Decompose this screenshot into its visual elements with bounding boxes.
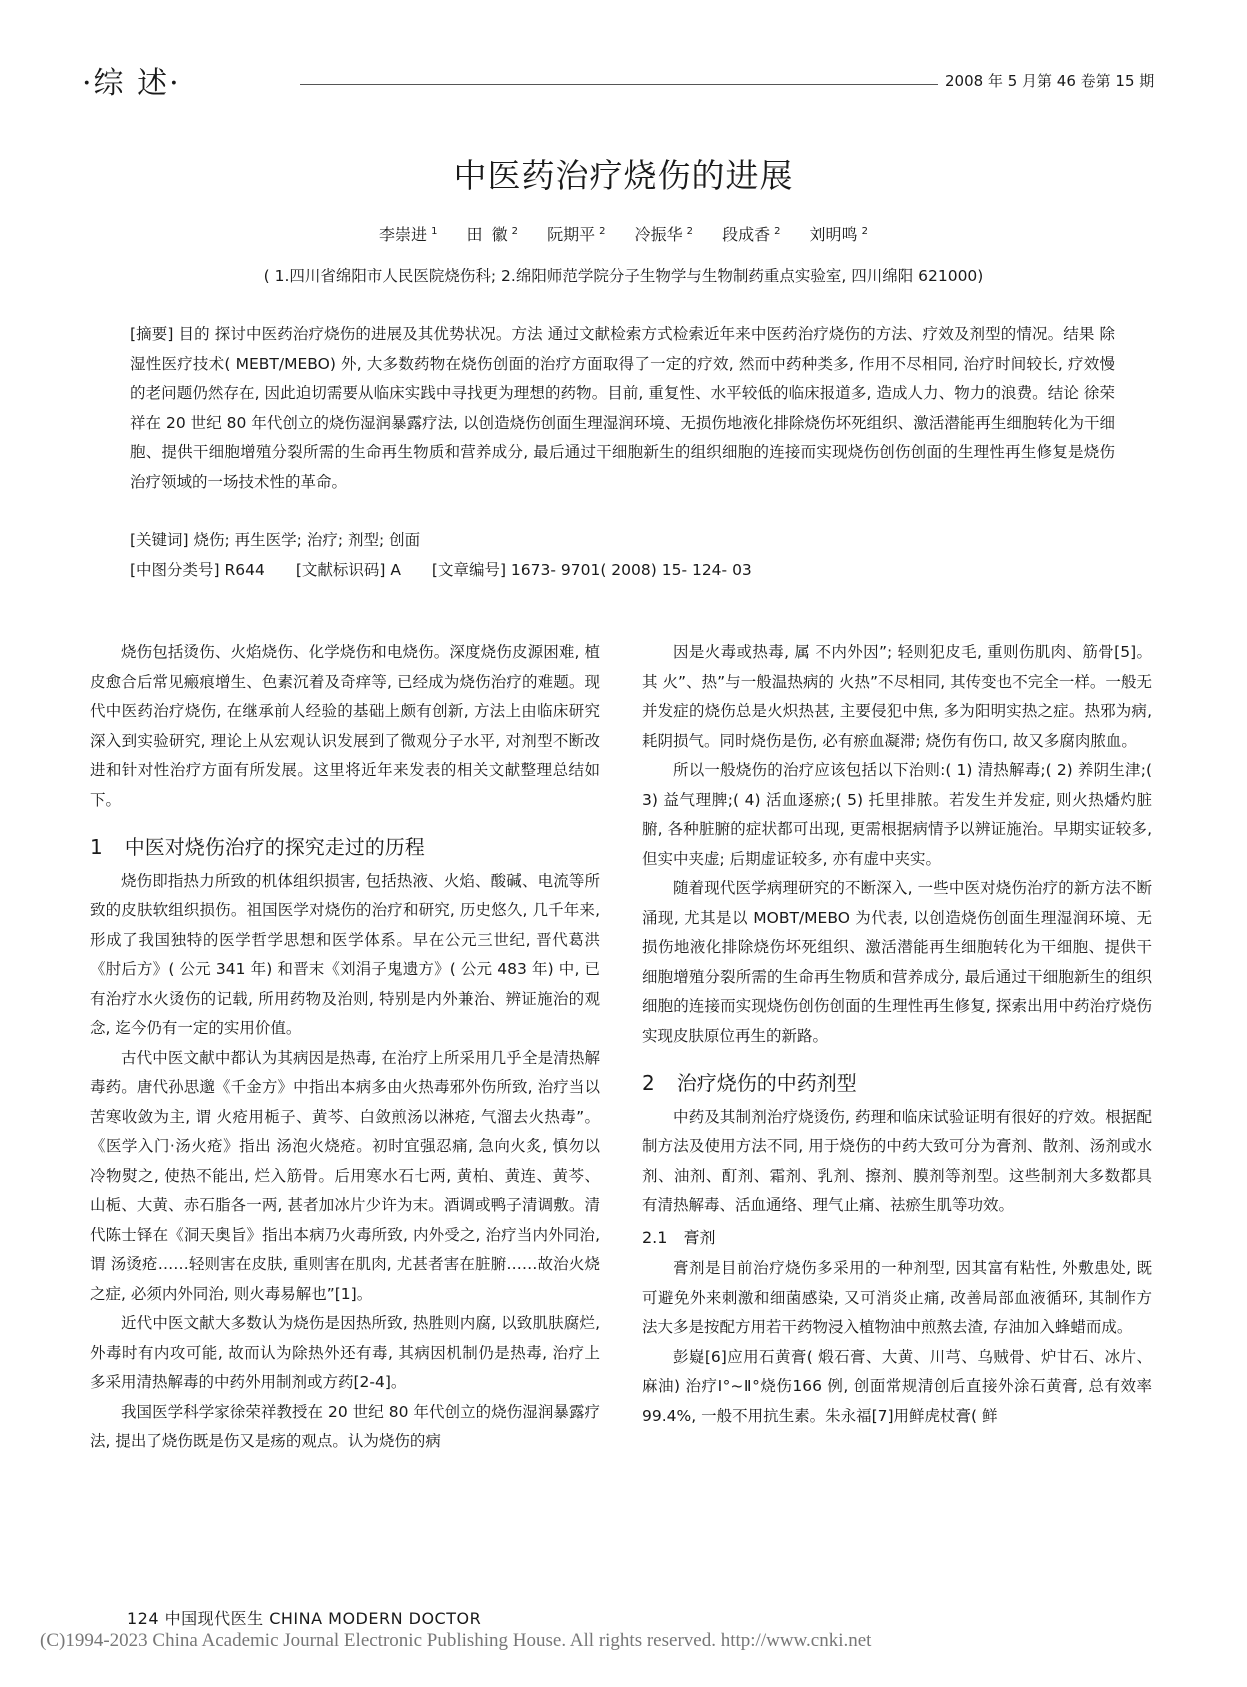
author: 阮期平 $^2$ <box>547 225 606 244</box>
affiliation: ( 1.四川省绵阳市人民医院烧伤科; 2.绵阳师范学院分子生物学与生物制药重点实验室, 四川绵阳 621000) <box>263 267 984 285</box>
body-column-left <box>90 638 600 1457</box>
author-list <box>0 222 1247 245</box>
section-tag: ·综 述· <box>82 66 181 101</box>
classification-line <box>130 558 778 580</box>
author: 冷振华 $^2$ <box>634 225 693 244</box>
paragraph: 膏剂是目前治疗烧伤多采用的一种剂型, 因其富有粘性, 外敷患处, 既可避免外来刺激和细菌感染, 又可消炎止痛, 改善局部血液循环, 其制作方法大多是按配方用若干药物浸入植物油中煎熬去渣, 存油加入蜂蜡而成。 <box>642 1259 1152 1336</box>
document-code: [文献标识码] A <box>295 561 401 579</box>
paragraph: 近代中医文献大多数认为烧伤是因热所致, 热胜则内腐, 以致肌肤腐烂, 外毒时有内攻可能, 故而认为除热外还有毒, 其病因机制仍是热毒, 治疗上多采用清热解毒的中药外用制剂或方药[2-4]。 <box>90 1314 600 1391</box>
clc-number: [中图分类号] R644 <box>130 561 265 579</box>
author: 李崇进 $^1$ <box>379 225 438 244</box>
keywords: [关键词] 烧伤; 再生医学; 治疗; 剂型; 创面 <box>130 531 421 549</box>
section-heading-1: 1 中医对烧伤治疗的探究走过的历程 <box>90 835 425 859</box>
header-rule <box>300 84 938 85</box>
author: 刘明鸣 $^2$ <box>809 225 868 244</box>
subsection-heading-2-1: 2.1 膏剂 <box>642 1227 716 1247</box>
body-column-right <box>642 638 1152 1431</box>
article-title: 中医药治疗烧伤的进展 <box>453 156 794 195</box>
paragraph: 彭嶷[6]应用石黄膏( 煅石膏、大黄、川芎、乌贼骨、炉甘石、冰片、麻油) 治疗Ⅰ°~Ⅱ°烧伤166 例, 创面常规清创后直接外涂石黄膏, 总有效率 99.4%, 一般不用抗生素。朱永福[7]用鲜虎杖膏( 鲜 <box>642 1347 1152 1425</box>
issue-info: 2008 年 5 月第 46 卷第 15 期 <box>945 72 1155 90</box>
paragraph: 随着现代医学病理研究的不断深入, 一些中医对烧伤治疗的新方法不断涌现, 尤其是以 MOBT/MEBO 为代表, 以创造烧伤创面生理湿润环境、无损伤地液化排除烧伤坏死组织、激活潜能再生细胞转化为干细胞、提供干细胞增殖分裂所需的生命再生物质和营养成分, 最后通过干细胞新生的组织细胞的连接而实现烧伤创伤创面的生理性再生修复, 探索出用中药治疗烧伤实现皮肤原位再生的新路。 <box>642 879 1152 1045</box>
paragraph: 我国医学科学家徐荣祥教授在 20 世纪 80 年代创立的烧伤湿润暴露疗法, 提出了烧伤既是伤又是疡的观点。认为烧伤的病 <box>90 1402 600 1450</box>
author: 段成香 $^2$ <box>722 225 781 244</box>
paragraph: 烧伤包括烫伤、火焰烧伤、化学烧伤和电烧伤。深度烧伤皮源困难, 植皮愈合后常见瘢痕增生、色素沉着及奇痒等, 已经成为烧伤治疗的难题。现代中医药治疗烧伤, 在继承前人经验的基础上颇有创新, 方法上由临床研究深入到实验研究, 理论上从宏观认识发展到了微观分子水平, 对剂型不断改进和针对性治疗方面有所发展。这里将近年来发表的相关文献整理总结如下。 <box>90 643 600 809</box>
section-heading-2: 2 治疗烧伤的中药剂型 <box>642 1071 857 1095</box>
author: 田 徽 $^2$ <box>466 225 518 244</box>
copyright-watermark: (C)1994-2023 China Academic Journal Electronic Publishing House. All rights reserved. http://www.cnki.net <box>40 1630 872 1651</box>
paragraph: 烧伤即指热力所致的机体组织损害, 包括热液、火焰、酸碱、电流等所致的皮肤软组织损伤。祖国医学对烧伤的治疗和研究, 历史悠久, 几千年来, 形成了我国独特的医学哲学思想和医学体系。早在公元三世纪, 晋代葛洪《肘后方》( 公元 341 年) 和晋末《刘涓子鬼遗方》( 公元 483 年) 中, 已有治疗水火烫伤的记载, 所用药物及治则, 特别是内外兼治、辨证施治的观念, 迄今仍有一定的实用价值。 <box>90 871 600 1037</box>
paragraph: 所以一般烧伤的治疗应该包括以下治则:( 1) 清热解毒;( 2) 养阴生津;( 3) 益气理脾;( 4) 活血逐瘀;( 5) 托里排脓。若发生并发症, 则火热燔灼脏腑, 各种脏腑的症状都可出现, 更需根据病情予以辨证施治。早期实证较多, 但实中夹虚; 后期虚证较多, 亦有虚中夹实。 <box>642 761 1152 868</box>
page-footer: 124 中国现代医生 CHINA MODERN DOCTOR <box>127 1609 482 1628</box>
paragraph: 因是火毒或热毒, 属 不内外因”; 轻则犯皮毛, 重则伤肌肉、筋骨[5]。其 火”、热”与一般温热病的 火热”不尽相同, 其传变也不完全一样。一般无并发症的烧伤总是火炽热甚, 主要侵犯中焦, 多为阳明实热之症。热邪为病, 耗阴损气。同时烧伤是伤, 必有瘀血凝滞; 烧伤有伤口, 故又多腐肉脓血。 <box>642 643 1152 750</box>
abstract: [摘要] 目的 探讨中医药治疗烧伤的进展及其优势状况。方法 通过文献检索方式检索近年来中医药治疗烧伤的方法、疗效及剂型的情况。结果 除湿性医疗技术( MEBT/MEBO) 外, 大多数药物在烧伤创面的治疗方面取得了一定的疗效, 然而中药种类多, 作用不尽相同, 治疗时间较长, 疗效慢的老问题仍然存在, 因此迫切需要从临床实践中寻找更为理想的药物。目前, 重复性、水平较低的临床报道多, 造成人力、物力的浪费。结论 徐荣祥在 20 世纪 80 年代创立的烧伤湿润暴露疗法, 以创造烧伤创面生理湿润环境、无损伤地液化排除烧伤坏死组织、激活潜能再生细胞转化为干细胞、提供干细胞增殖分裂所需的生命再生物质和营养成分, 最后通过干细胞新生的组织细胞的连接而实现烧伤创伤创面的生理性再生修复是烧伤治疗领域的一场技术性的革命。 <box>130 325 1115 491</box>
article-number: [文章编号] 1673- 9701( 2008) 15- 124- 03 <box>431 561 752 579</box>
paragraph: 古代中医文献中都认为其病因是热毒, 在治疗上所采用几乎全是清热解毒药。唐代孙思邈《千金方》中指出本病多由火热毒邪外伤所致, 治疗当以苦寒收敛为主, 谓 火疮用栀子、黄芩、白敛煎汤以淋疮, 气溜去火热毒”。《医学入门·汤火疮》指出 汤泡火烧疮。初时宜强忍痛, 急向火炙, 慎勿以冷物熨之, 使热不能出, 烂入筋骨。后用寒水石七两, 黄柏、黄连、黄芩、山栀、大黄、赤石脂各一两, 甚者加冰片少许为末。酒调或鸭子清调敷。清代陈士铎在《洞天奥旨》指出本病乃火毒所致, 内外受之, 治疗当内外同治, 谓 汤烫疮……轻则害在皮肤, 重则害在肌肉, 尤甚者害在脏腑……故治火烧之症, 必须内外同治, 则火毒易解也”[1]。 <box>90 1048 600 1303</box>
paragraph: 中药及其制剂治疗烧烫伤, 药理和临床试验证明有很好的疗效。根据配制方法及使用方法不同, 用于烧伤的中药大致可分为膏剂、散剂、汤剂或水剂、油剂、酊剂、霜剂、乳剂、擦剂、膜剂等剂型。这些制剂大多数都具有清热解毒、活血通络、理气止痛、祛瘀生肌等功效。 <box>642 1107 1152 1214</box>
